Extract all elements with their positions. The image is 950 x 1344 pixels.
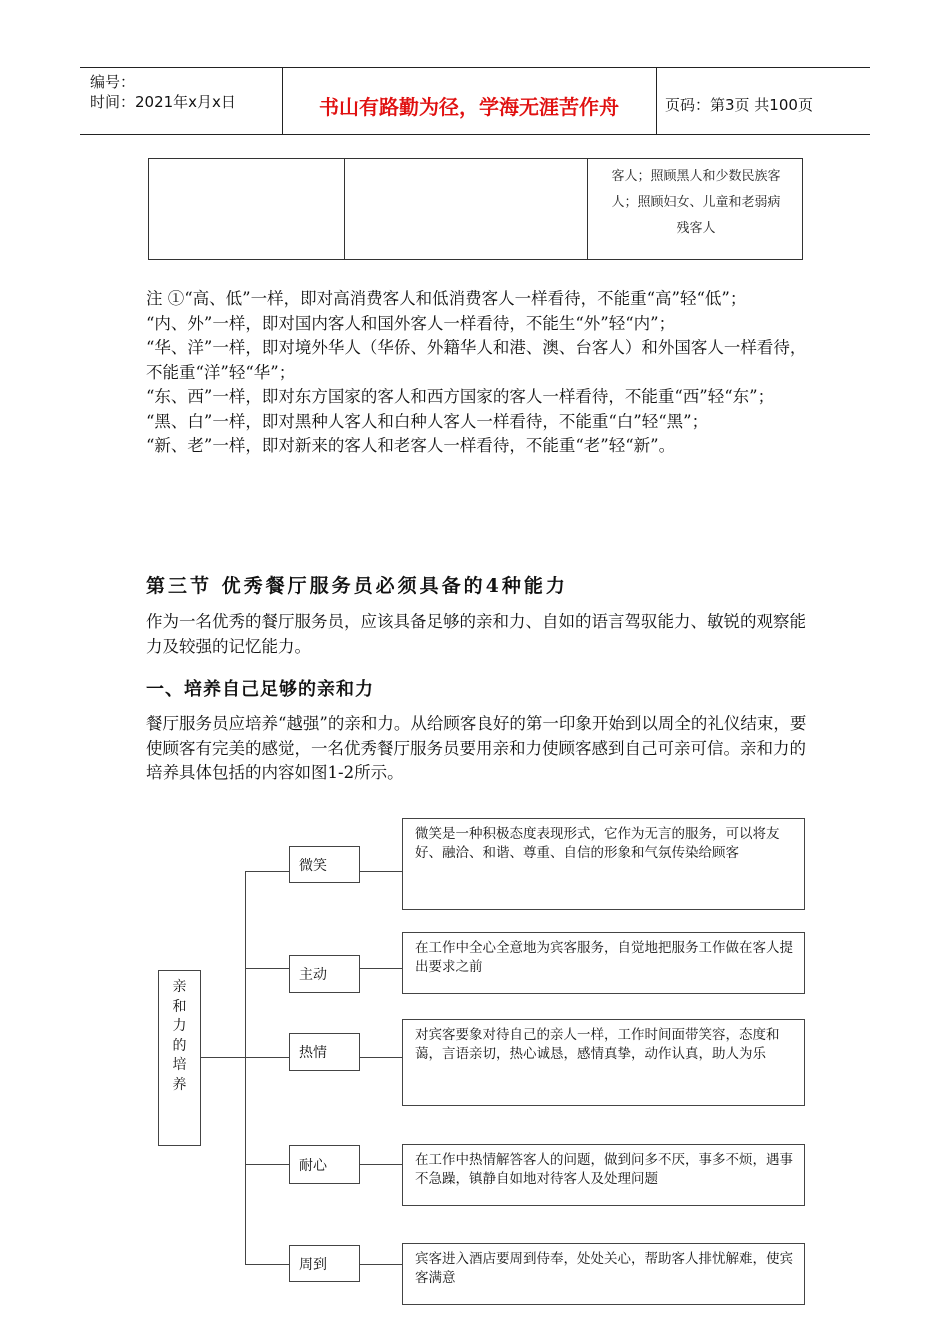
root-char: 养 (172, 1076, 187, 1093)
diagram-node-initiative: 主动 (289, 955, 360, 993)
connector-trunk (245, 871, 246, 1264)
diagram-desc-warmth: 对宾客要象对待自己的亲人一样，工作时间面带笑容，态度和蔼，言语亲切，热心诚恳，感情真挚，动作认真，助人为乐 (402, 1019, 805, 1106)
connector-root (201, 1057, 245, 1058)
header-page-info: 页码：第3页 共100页 (665, 96, 813, 114)
section-title: 第三节 优秀餐厅服务员必须具备的4种能力 (146, 575, 568, 597)
table-cell-line: 人；照顾妇女、儿童和老弱病 (611, 195, 781, 210)
note-item: “黑、白”一样，即对黑种人客人和白种人客人一样看待，不能重“白”轻“黑”； (146, 411, 709, 431)
header-motto: 书山有路勤为径，学海无涯苦作舟 (319, 95, 619, 119)
note-item: “华、洋”一样，即对境外华人（华侨、外籍华人和港、澳、台客人）和外国客人一样看待，不能重“洋”轻“华”； (146, 338, 807, 382)
connector-link (360, 968, 402, 969)
diagram-desc-smile: 微笑是一种积极态度表现形式，它作为无言的服务，可以将友好、融洽、和谐、尊重、自信的形象和气氛传染给顾客 (402, 818, 805, 910)
connector-branch (245, 871, 289, 872)
root-char: 培 (172, 1057, 187, 1073)
table-cell-3-text (590, 164, 802, 242)
note-item: “东、西”一样，即对东方国家的客人和西方国家的客人一样看待，不能重“西”轻“东”； (146, 387, 775, 406)
header-number-label: 编号： (90, 73, 136, 91)
diagram-node-smile: 微笑 (289, 846, 360, 883)
note-item: “内、外”一样，即对国内客人和国外客人一样看待，不能生“外”轻“内”； (146, 313, 676, 333)
diagram-node-patience: 耐心 (289, 1145, 360, 1184)
connector-branch (245, 1057, 289, 1058)
root-char: 和 (172, 998, 187, 1015)
connector-link (360, 1057, 402, 1058)
connector-link (360, 1164, 402, 1165)
root-char: 亲 (172, 979, 187, 995)
section-intro: 作为一名优秀的餐厅服务员，应该具备足够的亲和力、自如的语言驾驭能力、敏锐的观察能力及较强的记忆能力。 (146, 612, 806, 656)
table-cell-2 (344, 158, 588, 260)
table-cell-line: 客人；照顾黑人和少数民族客 (611, 169, 781, 184)
diagram-root (158, 970, 201, 1146)
diagram-node-thoroughness: 周到 (289, 1245, 360, 1282)
connector-branch (245, 1264, 289, 1265)
diagram-desc-thoroughness: 宾客进入酒店要周到侍奉，处处关心，帮助客人排忧解难，使宾客满意 (402, 1243, 805, 1305)
root-char: 的 (172, 1037, 187, 1054)
connector-link (360, 1264, 402, 1265)
header-divider-right (656, 67, 657, 135)
connector-branch (245, 968, 289, 969)
diagram-desc-patience: 在工作中热情解答客人的问题，做到问多不厌，事多不烦，遇事不急躁，镇静自如地对待客人及处理问题 (402, 1144, 805, 1206)
note-item: “新、老”一样，即对新来的客人和老客人一样看待，不能重“老”轻“新”。 (146, 436, 676, 455)
header-top-rule (80, 67, 870, 68)
connector-branch (245, 1164, 289, 1165)
notes (146, 287, 811, 459)
header-bottom-rule (80, 134, 870, 135)
subsection-title: 一、培养自己足够的亲和力 (146, 679, 374, 700)
root-char: 力 (172, 1018, 187, 1034)
note-item: 注 ①“高、低”一样，即对高消费客人和低消费客人一样看待，不能重“高”轻“低”； (146, 289, 747, 308)
header-time-label: 时间：2021年x月x日 (90, 93, 236, 111)
connector-link (360, 871, 402, 872)
table-cell-line: 残客人 (676, 221, 716, 236)
diagram-desc-initiative: 在工作中全心全意地为宾客服务，自觉地把服务工作做在客人提出要求之前 (402, 932, 805, 994)
diagram-node-warmth: 热情 (289, 1033, 360, 1071)
table-cell-1 (148, 158, 345, 260)
header-meta (90, 72, 236, 112)
subsection-paragraph: 餐厅服务员应培养“越强”的亲和力。从给顾客良好的第一印象开始到以周全的礼仪结束，要使顾客有完美的感觉，一名优秀餐厅服务员要用亲和力使顾客感到自己可亲可信。亲和力的培养具体包括的内容如图1-2所示。 (146, 714, 807, 782)
